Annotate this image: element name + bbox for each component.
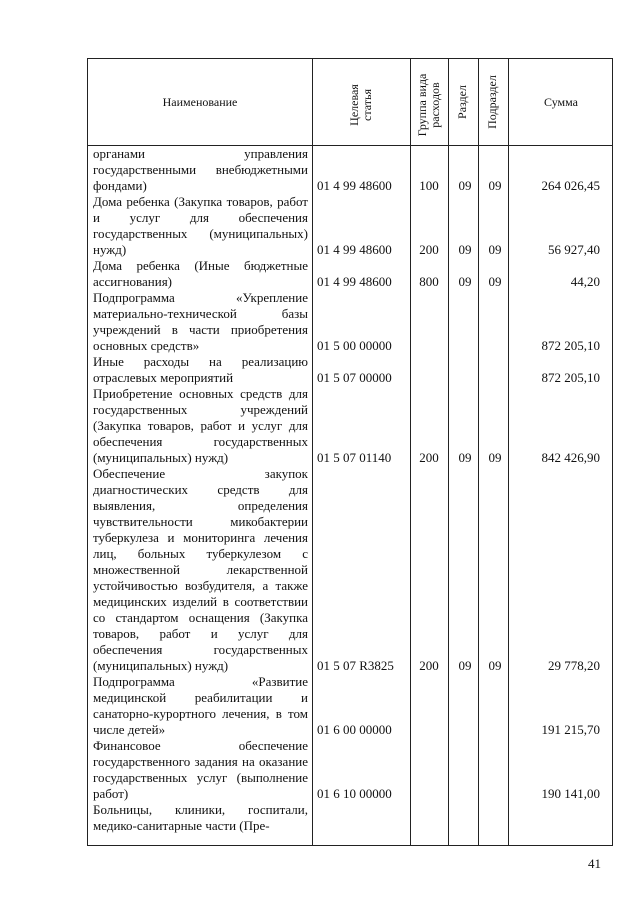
row-sum: 29 778,20 <box>548 658 600 673</box>
row-group: 200 <box>419 242 439 257</box>
header-section: Раздел <box>455 85 469 119</box>
row-name: Приобретение основных средств для государственных учреждений (Закупка товаров, работ и услуг для обеспечения государственных (муниципальных) нужд) <box>93 386 308 465</box>
row-group: 200 <box>419 658 439 673</box>
row-section: 09 <box>458 242 472 257</box>
row-name: Подпрограмма «Развитие медицинской реабилитации и санаторно-курортного лечения, в том числе детей» <box>93 674 308 737</box>
row-section: 09 <box>458 178 472 193</box>
row-sum: 264 026,45 <box>541 178 600 193</box>
row-sum: 56 927,40 <box>548 242 600 257</box>
row-section: 09 <box>458 658 472 673</box>
row-group: 200 <box>419 450 439 465</box>
row-sum: 872 205,10 <box>541 338 600 353</box>
row-group: 800 <box>419 274 439 289</box>
row-subsection: 09 <box>488 450 502 465</box>
row-name: Иные расходы на реализацию отраслевых мероприятий <box>93 354 308 385</box>
header-name: Наименование <box>162 95 238 109</box>
header-subsection: Подраздел <box>485 75 499 129</box>
row-code: 01 6 10 00000 <box>317 786 392 801</box>
row-section: 09 <box>458 274 472 289</box>
row-code: 01 5 07 01140 <box>317 450 392 465</box>
row-name: Дома ребенка (Закупка товаров, работ и услуг для обеспечения государственных (муниципальных) нужд) <box>93 194 308 257</box>
row-group: 100 <box>419 178 439 193</box>
row-subsection: 09 <box>488 178 502 193</box>
row-name: Обеспечение закупок диагностических средств для выявления, определения чувствительности микобактерии туберкулеза и мониторинга лечения лиц, больных туберкулезом с множественной лекарственной устойчивостью возбудителя, а также медицинских изделий в соответствии со стандартом оснащения (Закупка товаров, работ и услуг для обеспечения государственных (муниципальных) нужд) <box>93 466 308 673</box>
header-target: Целевая статья <box>347 84 374 126</box>
budget-table <box>87 58 613 846</box>
row-sum: 44,20 <box>570 274 600 289</box>
row-code: 01 4 99 48600 <box>317 178 392 193</box>
row-code: 01 5 07 00000 <box>317 370 392 385</box>
row-code: 01 6 00 00000 <box>317 722 392 737</box>
row-sum: 190 141,00 <box>541 786 600 801</box>
column-divider <box>448 59 449 845</box>
column-divider <box>410 59 411 845</box>
header-sum: Сумма <box>544 95 578 109</box>
row-code: 01 5 07 R3825 <box>317 658 394 673</box>
row-sum: 191 215,70 <box>541 722 600 737</box>
row-section: 09 <box>458 450 472 465</box>
row-name: Больницы, клиники, госпитали, медико-санитарные части (Пре- <box>93 802 308 833</box>
row-name: органами управления государственными внебюджетными фондами) <box>93 146 308 193</box>
row-name: Дома ребенка (Иные бюджетные ассигнования) <box>93 258 308 289</box>
row-subsection: 09 <box>488 274 502 289</box>
row-subsection: 09 <box>488 242 502 257</box>
row-subsection: 09 <box>488 658 502 673</box>
row-name: Финансовое обеспечение государственного задания на оказание государственных услуг (выполнение работ) <box>93 738 308 801</box>
row-code: 01 4 99 48600 <box>317 274 392 289</box>
header-group: Группа вида расходов <box>415 73 442 137</box>
column-divider <box>312 59 313 845</box>
row-sum: 842 426,90 <box>541 450 600 465</box>
row-name: Подпрограмма «Укрепление материально-технической базы учреждений в части приобретения основных средств» <box>93 290 308 353</box>
row-code: 01 4 99 48600 <box>317 242 392 257</box>
row-sum: 872 205,10 <box>541 370 600 385</box>
page-number: 41 <box>588 856 601 871</box>
row-code: 01 5 00 00000 <box>317 338 392 353</box>
